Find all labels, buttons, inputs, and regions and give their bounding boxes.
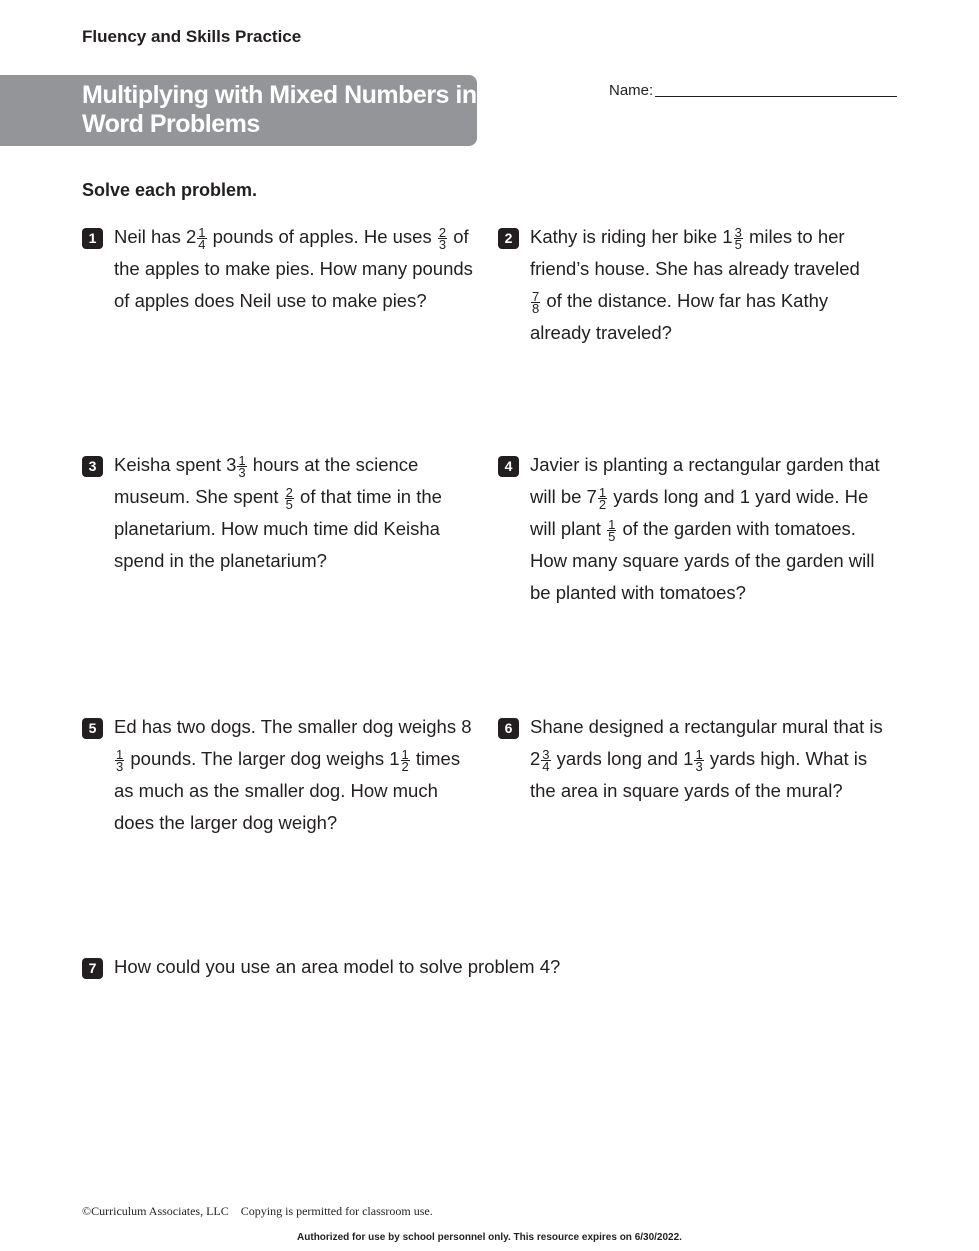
problem-text: Keisha spent 3 $\frac{1}{3}$ hours at the science museum. She spent $\frac{2}{5}$ of that time in the planetarium. How much time did Keisha spend in the planetarium? bbox=[114, 452, 442, 571]
fraction: $\frac{7}{8}$ bbox=[532, 288, 540, 316]
problem-text: How could you use an area model to solve problem 4? bbox=[114, 956, 561, 977]
problem-text: Kathy is riding her bike 1 $\frac{3}{5}$ miles to her friend’s house. She has already traveled $\frac{7}{8}$ of the distance. How far has Kathy already traveled? bbox=[530, 224, 860, 343]
fraction: $\frac{1}{4}$ bbox=[198, 224, 206, 252]
instructions: Solve each problem. bbox=[82, 180, 258, 200]
fraction: $\frac{2}{3}$ bbox=[438, 224, 447, 252]
fraction: $\frac{2}{5}$ bbox=[285, 484, 293, 512]
problem-number: 2 bbox=[498, 228, 519, 249]
fraction: $\frac{1}{3}$ bbox=[116, 746, 124, 774]
problem-text: Shane designed a rectangular mural that is 2 $\frac{3}{4}$ yards long and 1 $\frac{1}{3}$ yards high. What is the area in square yards of the mural? bbox=[530, 716, 883, 801]
section-label: Fluency and Skills Practice bbox=[82, 27, 302, 46]
problem-number: 5 bbox=[82, 718, 103, 739]
page-title: Multiplying with Mixed Numbers in Word Problems bbox=[82, 81, 477, 138]
name-label: Name: bbox=[609, 82, 654, 99]
copyright-notice: ©Curriculum Associates, LLC Copying is permitted for classroom use. bbox=[82, 1204, 433, 1218]
name-line[interactable] bbox=[655, 96, 897, 97]
problem-text: Javier is planting a rectangular garden that will be 7 $\frac{1}{2}$ yards long and 1 yard wide. He will plant $\frac{1}{5}$ of the garden with tomatoes. How many square yards of the garden will be planted with tomatoes? bbox=[530, 454, 880, 603]
problem-number: 1 bbox=[82, 228, 103, 249]
fraction: $\frac{1}{2}$ bbox=[401, 746, 409, 774]
problem-text: Ed has two dogs. The smaller dog weighs 8 $\frac{1}{3}$ pounds. The larger dog weighs 1 $\frac{1}{2}$ times as much as the smaller dog. How much does the larger dog weigh? bbox=[114, 716, 472, 833]
fraction: $\frac{3}{4}$ bbox=[542, 746, 550, 774]
authorization-notice: Authorized for use by school personnel only. This resource expires on 6/30/2022. bbox=[297, 1232, 682, 1243]
fraction: $\frac{1}{3}$ bbox=[238, 452, 246, 480]
fraction: $\frac{1}{3}$ bbox=[695, 746, 703, 774]
fraction: $\frac{1}{5}$ bbox=[608, 516, 616, 544]
problem-number: 4 bbox=[498, 456, 519, 477]
fraction: $\frac{3}{5}$ bbox=[734, 224, 742, 252]
problem-number: 3 bbox=[82, 456, 103, 477]
problem-number: 7 bbox=[82, 958, 103, 979]
problem-number: 6 bbox=[498, 718, 519, 739]
fraction: $\frac{1}{2}$ bbox=[598, 484, 607, 512]
problem-text: Neil has 2 $\frac{1}{4}$ pounds of apples. He uses $\frac{2}{3}$ of the apples to make pies. How many pounds of apples does Neil use to make pies? bbox=[114, 224, 473, 311]
